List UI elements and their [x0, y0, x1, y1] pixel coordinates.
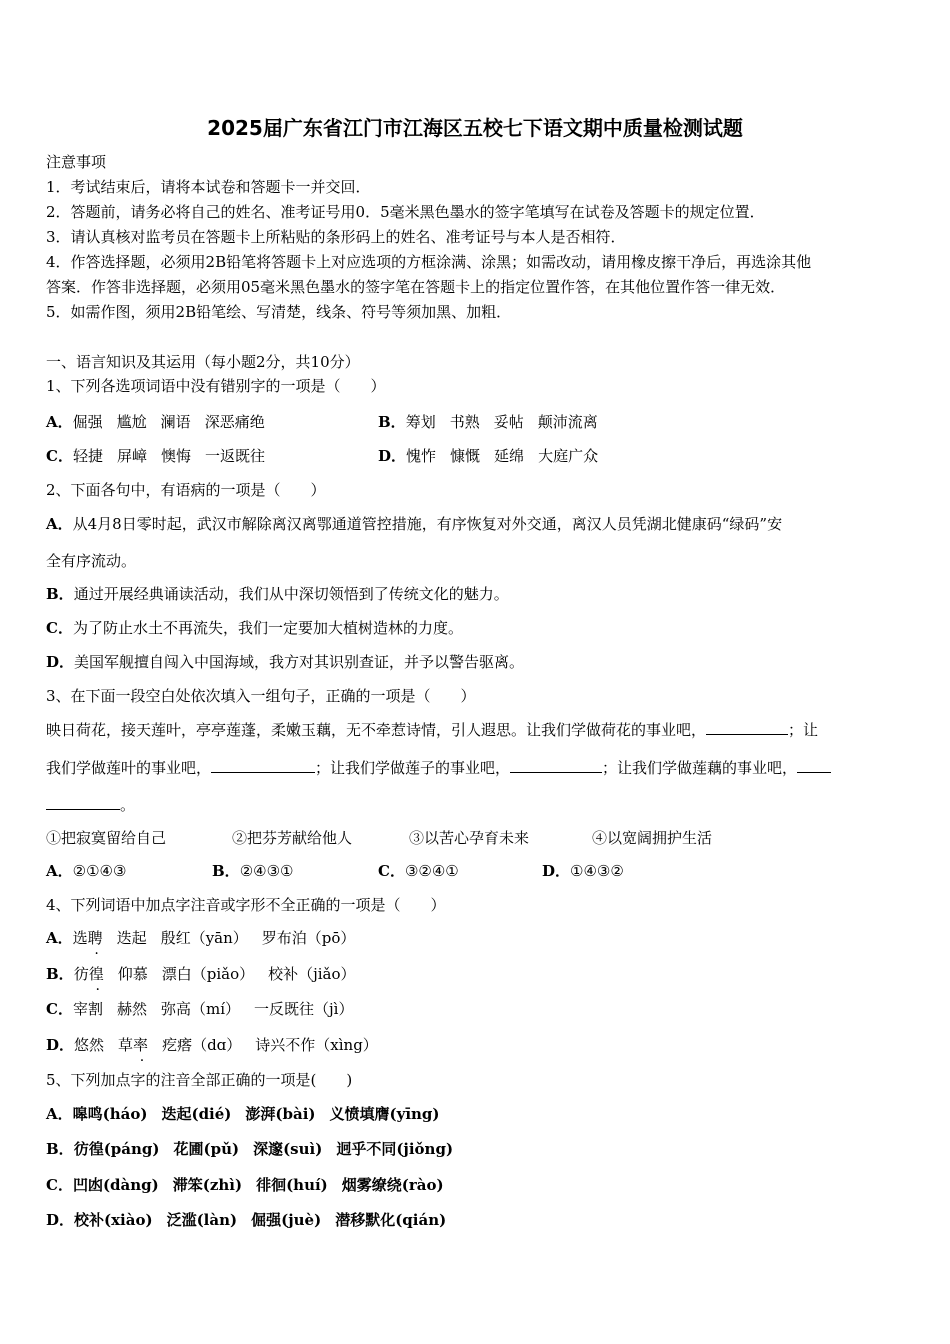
fill-blank	[706, 720, 788, 735]
notice-item: 5．如需作图，须用2B铅笔绘、写清楚，线条、符号等须加黑、加粗．	[46, 303, 512, 321]
q3-option-a: A．②①④③	[46, 862, 127, 880]
q2-option-b: B．通过开展经典诵读活动，我们从中深切领悟到了传统文化的魅力。	[46, 585, 509, 603]
question-5-stem: 5、下列加点字的注音全部正确的一项是( )	[46, 1071, 353, 1089]
q5-option-c: C．凹凼(dàng) 滞笨(zhì) 徘徊(huí) 烟雾缭绕(rào)	[46, 1176, 444, 1194]
q1-option-c: C．轻捷 屏嶂 懊悔 一返既往	[46, 447, 266, 465]
section-heading: 一、语言知识及其运用（每小题2分，共10分）	[46, 353, 360, 371]
q3-option-b: B．②④③①	[212, 862, 294, 880]
q3-choice-4: ④以宽阔拥护生活	[592, 829, 713, 847]
q3-passage-line: 我们学做莲叶的事业吧， ；让我们学做莲子的事业吧， ；让我们学做莲藕的事业吧，	[46, 758, 831, 778]
q1-option-b: B．筹划 书熟 妥帖 颠沛流离	[378, 413, 598, 431]
notice-item: 4．作答选择题，必须用2B铅笔将答题卡上对应选项的方框涂满、涂黑；如需改动，请用橡皮擦干净后，再选涂其他	[46, 253, 812, 271]
q3-choice-1: ①把寂寞留给自己	[46, 829, 167, 847]
q3-option-c: C．③②④①	[378, 862, 459, 880]
q3-choice-3: ③以苦心孕育未来	[409, 829, 530, 847]
q4-option-d: D．悠然 草率 疙瘩（dɑ） 诗兴不作（xìng）	[46, 1036, 378, 1054]
q4-option-a: A．选聘 迭起 殷红（yān） 罗布泊（pō）	[46, 929, 356, 947]
q2-option-c: C．为了防止水土不再流失，我们一定要加大植树造林的力度。	[46, 619, 463, 637]
notice-item: 3．请认真核对监考员在答题卡上所粘贴的条形码上的姓名、准考证号与本人是否相符．	[46, 228, 626, 246]
q4-option-c: C．宰割 赫然 弥高（mí） 一反既往（jì）	[46, 1000, 354, 1018]
fill-blank	[797, 758, 831, 773]
page-title: 2025届广东省江门市江海区五校七下语文期中质量检测试题	[207, 116, 743, 140]
fill-blank	[46, 795, 120, 810]
notice-item: 2．答题前，请务必将自己的姓名、准考证号用0．5毫米黑色墨水的签字笔填写在试卷及答题卡的规定位置．	[46, 203, 765, 221]
notice-heading: 注意事项	[46, 153, 107, 171]
q2-option-a: A．从4月8日零时起，武汉市解除离汉离鄂通道管控措施，有序恢复对外交通，离汉人员凭湖北健康码“绿码”安	[46, 515, 783, 533]
notice-item: 1．考试结束后，请将本试卷和答题卡一并交回．	[46, 178, 371, 196]
q3-option-d: D．①④③②	[542, 862, 624, 880]
q5-option-a: A．嗥鸣(háo) 迭起(dié) 澎湃(bài) 义愤填膺(yīng)	[46, 1105, 440, 1123]
question-3-stem: 3、在下面一段空白处依次填入一组句子，正确的一项是（ ）	[46, 687, 476, 705]
q4-option-b: B．彷徨 仰慕 漂白（piǎo） 校补（jiǎo）	[46, 965, 356, 983]
q3-passage-line: 。	[46, 795, 135, 815]
q2-option-a-cont: 全有序流动。	[46, 552, 137, 570]
q5-option-b: B．彷徨(páng) 花圃(pǔ) 深邃(suì) 迥乎不同(jiǒng)	[46, 1140, 454, 1158]
q5-option-d: D．校补(xiào) 泛滥(làn) 倔强(juè) 潜移默化(qián)	[46, 1211, 447, 1229]
question-2-stem: 2、下面各句中，有语病的一项是（ ）	[46, 481, 326, 499]
fill-blank	[510, 758, 602, 773]
question-1-stem: 1、下列各选项词语中没有错别字的一项是（ ）	[46, 377, 386, 395]
fill-blank	[211, 758, 315, 773]
q1-option-a: A．倔强 尴尬 澜语 深恶痛绝	[46, 413, 265, 431]
q3-choice-2: ②把芬芳献给他人	[232, 829, 353, 847]
q1-option-d: D．愧怍 慷慨 延绵 大庭广众	[378, 447, 599, 465]
q3-passage-line: 映日荷花，接天莲叶，亭亭莲蓬，柔嫩玉藕，无不牵惹诗情，引人遐思。让我们学做荷花的事业吧， ；让	[46, 721, 819, 739]
q2-option-d: D．美国军舰擅自闯入中国海域，我方对其识别查证，并予以警告驱离。	[46, 653, 525, 671]
notice-item: 答案．作答非选择题，必须用05毫米黑色墨水的签字笔在答题卡上的指定位置作答，在其他位置作答一律无效．	[46, 278, 786, 296]
question-4-stem: 4、下列词语中加点字注音或字形不全正确的一项是（ ）	[46, 896, 446, 914]
